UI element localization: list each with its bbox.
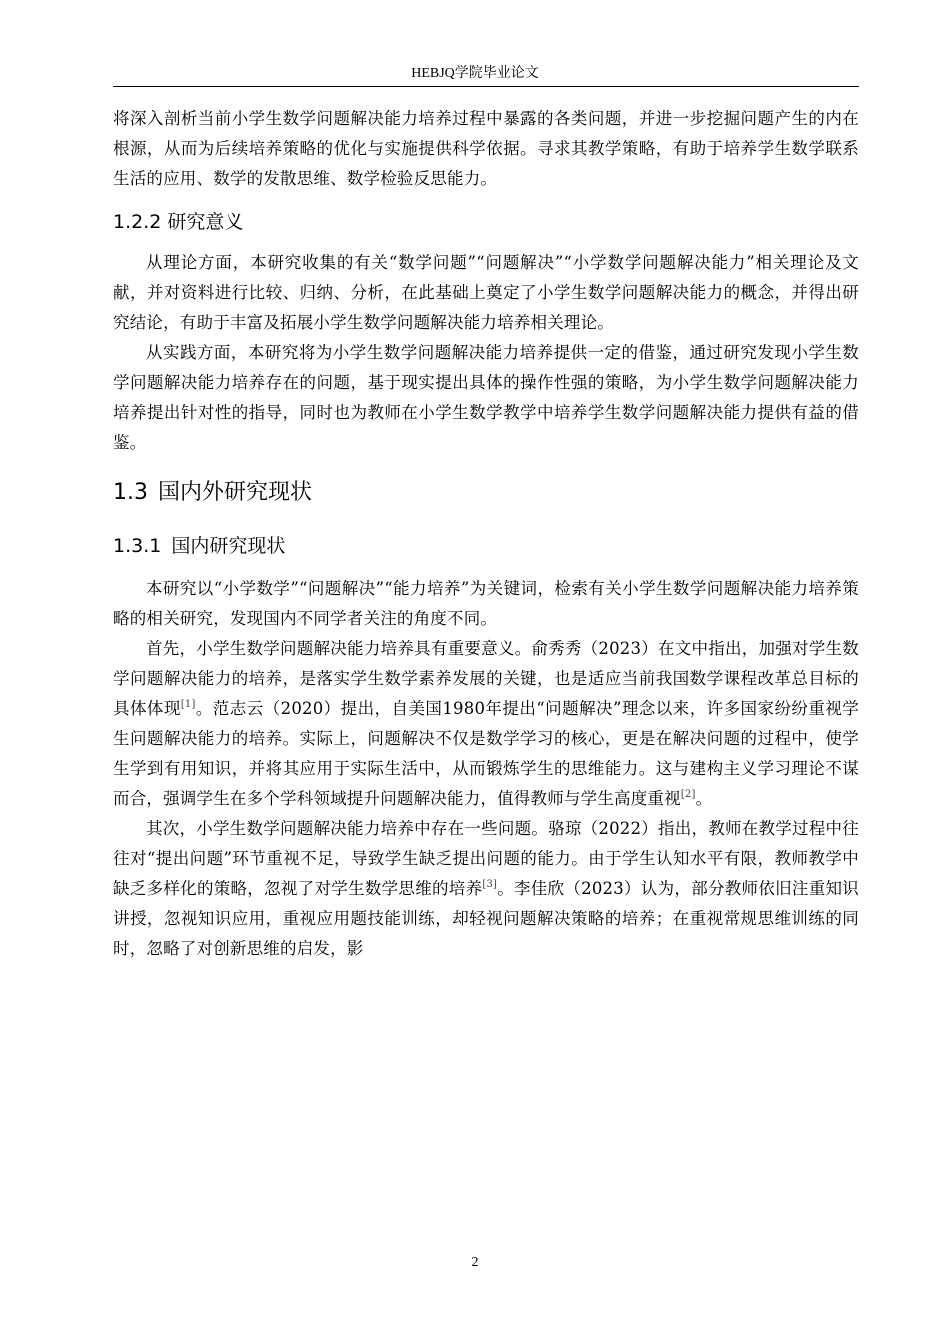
running-header: HEBJQ学院毕业论文 xyxy=(411,66,539,81)
practice-paragraph: 从实践方面，本研究将为小学生数学问题解决能力培养提供一定的借鉴，通过研究发现小学生数学问题解决能力培养存在的问题，基于现实提出具体的操作性强的策略，为小学生数学问题解决能力培养提出针对性的指导，同时也为教师在小学生数学教学中培养学生数学问题解决能力提供有益的借鉴。 xyxy=(113,343,859,452)
subsection-number: 1.3.1 xyxy=(113,535,162,557)
keywords-paragraph: 本研究以“小学数学”“问题解决”“能力培养”为关键词，检索有关小学生数学问题解决能力培养策略的相关研究，发现国内不同学者关注的角度不同。 xyxy=(113,579,859,628)
subsection-title: 国内研究现状 xyxy=(171,535,286,557)
page-body xyxy=(113,104,859,964)
significance-paragraph xyxy=(113,634,859,814)
intro-paragraph: 将深入剖析当前小学生数学问题解决能力培养过程中暴露的各类问题，并进一步挖掘问题产生的内在根源，从而为后续培养策略的优化与实施提供科学依据。寻求其教学策略，有助于培养学生数学联系生活的应用、数学的发散思维、数学检验反思能力。 xyxy=(113,109,859,188)
section-heading-1-3-1 xyxy=(113,526,859,566)
significance-text-1: 首先，小学生数学问题解决能力培养具有重要意义。俞秀秀（2023）在文中指出，加强对学生数学问题解决能力的培养，是落实学生数学素养发展的关键，也是适应当前我国数学课程改革总目标的具体体现 xyxy=(113,639,859,718)
problems-text-2: 。李佳欣（2023）认为，部分教师依旧注重知识讲授，忽视知识应用，重视应用题技能训练，却轻视问题解决策略的培养；在重视常规思维训练的同时，忽略了对创新思维的启发，影 xyxy=(113,879,859,958)
citation-3: [3] xyxy=(482,879,498,890)
section-heading-1-3 xyxy=(113,468,859,518)
significance-text-2: 。范志云（2020）提出，自美国1980年提出“问题解决”理念以来，许多国家纷纷重视学生问题解决能力的培养。实际上，问题解决不仅是数学学习的核心，更是在解决问题的过程中，使学生学到有用知识，并将其应用于实际生活中，从而锻炼学生的思维能力。这与建构主义学习理论不谋而合，强调学生在多个学科领域提升问题解决能力，值得教师与学生高度重视 xyxy=(113,699,859,808)
section-heading-1-2-2: 1.2.2 研究意义 xyxy=(113,211,244,233)
significance-text-3: 。 xyxy=(695,789,713,808)
citation-1: [1] xyxy=(180,699,196,710)
theory-paragraph: 从理论方面，本研究收集的有关“数学问题”“问题解决”“小学数学问题解决能力”相关理论及文献，并对资料进行比较、归纳、分析，在此基础上奠定了小学生数学问题解决能力的概念，并得出研究结论，有助于丰富及拓展小学生数学问题解决能力培养相关理论。 xyxy=(113,253,859,332)
problems-text-1: 其次，小学生数学问题解决能力培养中存在一些问题。骆琼（2022）指出，教师在教学过程中往往对“提出问题”环节重视不足，导致学生缺乏提出问题的能力。由于学生认知水平有限，教师教学中缺乏多样化的策略，忽视了对学生数学思维的培养 xyxy=(113,819,859,898)
header-rule xyxy=(113,86,859,87)
section-number: 1.3 xyxy=(113,480,148,505)
section-title: 国内外研究现状 xyxy=(158,480,313,505)
page-number: 2 xyxy=(471,1255,479,1270)
citation-2: [2] xyxy=(680,789,696,800)
problems-paragraph xyxy=(113,814,859,964)
